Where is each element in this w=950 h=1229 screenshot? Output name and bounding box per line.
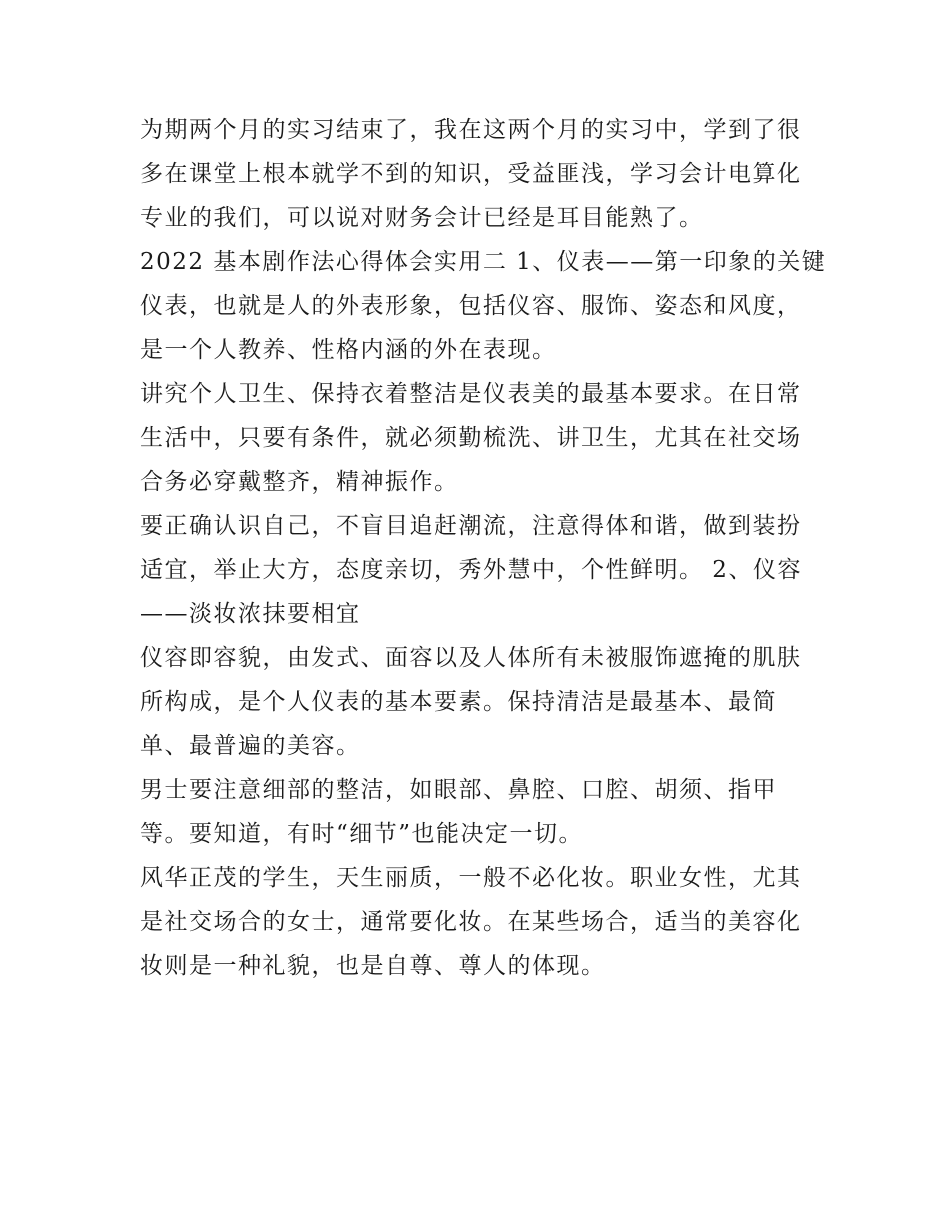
text-line: 专业的我们，可以说对财务会计已经是耳目能熟了。 — [140, 205, 704, 231]
text-line: 要正确认识自己，不盲目追赶潮流，注意得体和谐，做到装扮 — [140, 513, 802, 539]
paragraph-makeup — [140, 856, 820, 988]
text-line: 多在课堂上根本就学不到的知识，受益匪浅，学习会计电算化 — [140, 161, 802, 187]
text-line: 为期两个月的实习结束了，我在这两个月的实习中，学到了很 — [140, 117, 802, 143]
text-line: 是一个人教养、性格内涵的外在表现。 — [140, 337, 557, 363]
text-line: ——淡妆浓抹要相宜 — [140, 601, 361, 627]
text-line: 是社交场合的女士，通常要化妆。在某些场合，适当的美容化 — [140, 909, 802, 935]
paragraph-self-awareness — [140, 504, 820, 636]
text-line: 单、最普遍的美容。 — [140, 733, 361, 759]
paragraph-appearance-intro — [140, 240, 827, 372]
text-line: 仪容即容貌，由发式、面容以及人体所有未被服饰遮掩的肌肤 — [140, 645, 802, 671]
text-line: 等。要知道，有时“细节”也能决定一切。 — [140, 821, 584, 847]
text-line: 所构成，是个人仪表的基本要素。保持清洁是最基本、最简 — [140, 689, 777, 715]
text-line: 适宜，举止大方，态度亲切，秀外慧中，个性鲜明。 2、仪容 — [140, 557, 802, 583]
text-line: 讲究个人卫生、保持衣着整洁是仪表美的最基本要求。在日常 — [140, 381, 802, 407]
paragraph-hygiene — [140, 372, 820, 504]
text-line: 合务必穿戴整齐，精神振作。 — [140, 469, 459, 495]
text-line: 妆则是一种礼貌，也是自尊、尊人的体现。 — [140, 953, 606, 979]
text-line: 2022 基本剧作法心得体会实用二 1、仪表——第一印象的关键 — [140, 249, 827, 275]
document-body — [140, 108, 827, 988]
text-line: 生活中，只要有条件，就必须勤梳洗、讲卫生，尤其在社交场 — [140, 425, 802, 451]
text-line: 风华正茂的学生，天生丽质，一般不必化妆。职业女性，尤其 — [140, 865, 802, 891]
paragraph-men-details — [140, 768, 820, 856]
text-line: 仪表，也就是人的外表形象，包括仪容、服饰、姿态和风度， — [140, 293, 802, 319]
paragraph-internship-summary — [140, 108, 820, 240]
text-line: 男士要注意细部的整洁，如眼部、鼻腔、口腔、胡须、指甲 — [140, 777, 777, 803]
paragraph-grooming-definition — [140, 636, 820, 768]
